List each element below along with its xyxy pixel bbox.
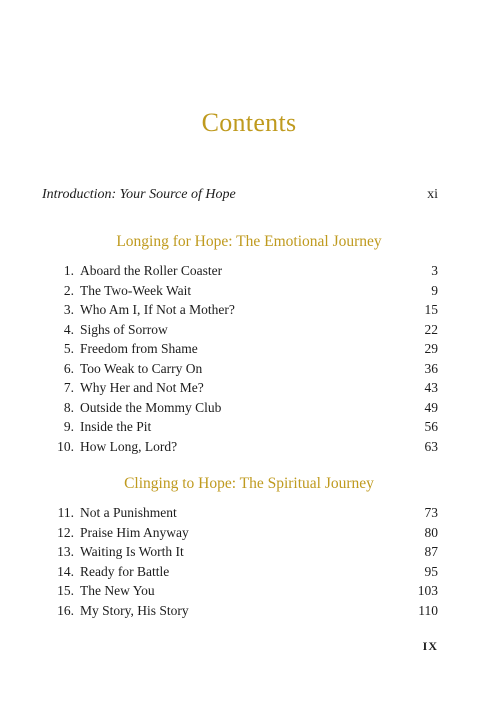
- toc-entry-title: Introduction: Your Source of Hope: [42, 187, 236, 202]
- toc-entry-introduction: [42, 187, 438, 203]
- chapter-number: 11.: [57, 505, 74, 520]
- toc-entry: [52, 603, 438, 623]
- chapter-title: The Two-Week Wait: [80, 282, 192, 298]
- chapter-page: 29: [424, 341, 438, 356]
- chapter-number: 8.: [63, 399, 74, 415]
- chapter-page: 103: [417, 583, 438, 598]
- chapter-page: 110: [418, 602, 438, 618]
- chapter-title: Waiting Is Worth It: [80, 544, 184, 559]
- chapter-number: 3.: [63, 302, 74, 317]
- chapter-number: 1.: [63, 263, 74, 278]
- chapter-page: 80: [424, 524, 438, 540]
- chapter-number: 9.: [63, 419, 74, 434]
- chapter-page: 56: [424, 419, 438, 434]
- chapter-page: 43: [424, 380, 438, 395]
- toc-entry: [52, 322, 438, 342]
- chapter-title: Praise Him Anyway: [80, 524, 189, 540]
- chapter-page: 63: [424, 438, 438, 454]
- chapter-title: Aboard the Roller Coaster: [80, 263, 223, 278]
- chapter-title: Why Her and Not Me?: [80, 380, 204, 395]
- toc-entry: [52, 380, 438, 400]
- chapter-title: Sighs of Sorrow: [80, 321, 168, 337]
- chapter-title: How Long, Lord?: [80, 438, 178, 454]
- chapter-number: 16.: [57, 602, 74, 618]
- chapter-page: 49: [424, 399, 438, 415]
- page-folio: IX: [422, 639, 438, 653]
- chapter-number: 12.: [57, 524, 74, 540]
- page-title: Contents: [201, 108, 297, 137]
- chapter-list-emotional: [52, 263, 438, 458]
- toc-entry: [52, 505, 438, 525]
- chapter-page: 3: [431, 263, 438, 278]
- chapter-title: My Story, His Story: [80, 602, 189, 618]
- toc-entry: [52, 283, 438, 303]
- chapter-title: Not a Punishment: [80, 505, 177, 520]
- chapter-page: 73: [424, 505, 438, 520]
- toc-entry: [52, 525, 438, 545]
- chapter-title: Who Am I, If Not a Mother?: [80, 302, 235, 317]
- chapter-page: 87: [424, 544, 438, 559]
- chapter-list-spiritual: [52, 505, 438, 622]
- toc-entry: [52, 263, 438, 283]
- chapter-page: 15: [424, 302, 438, 317]
- chapter-page: 9: [431, 282, 438, 298]
- chapter-number: 10.: [57, 438, 74, 454]
- chapter-page: 22: [424, 321, 438, 337]
- toc-entry: [52, 419, 438, 439]
- chapter-number: 2.: [63, 282, 74, 298]
- toc-entry: [52, 564, 438, 584]
- toc-entry: [52, 400, 438, 420]
- toc-entry: [52, 439, 438, 459]
- chapter-number: 7.: [63, 380, 74, 395]
- chapter-title: Freedom from Shame: [80, 341, 198, 356]
- chapter-title: Inside the Pit: [80, 419, 152, 434]
- chapter-title: The New You: [80, 583, 155, 598]
- chapter-number: 14.: [57, 563, 74, 579]
- chapter-title: Ready for Battle: [80, 563, 170, 579]
- chapter-page: 95: [424, 563, 438, 579]
- chapter-number: 5.: [63, 341, 74, 356]
- chapter-number: 4.: [63, 321, 74, 337]
- toc-entry: [52, 341, 438, 361]
- chapter-number: 15.: [57, 583, 74, 598]
- chapter-number: 6.: [63, 360, 74, 376]
- toc-entry: [52, 361, 438, 381]
- toc-entry: [52, 583, 438, 603]
- chapter-title: Outside the Mommy Club: [80, 399, 222, 415]
- toc-entry: [52, 544, 438, 564]
- section-heading-spiritual: Clinging to Hope: The Spiritual Journey: [124, 475, 374, 492]
- toc-entry-page: xi: [427, 187, 438, 202]
- chapter-title: Too Weak to Carry On: [80, 360, 203, 376]
- chapter-number: 13.: [57, 544, 74, 559]
- chapter-page: 36: [424, 360, 438, 376]
- section-heading-emotional: Longing for Hope: The Emotional Journey: [116, 233, 382, 250]
- toc-entry: [52, 302, 438, 322]
